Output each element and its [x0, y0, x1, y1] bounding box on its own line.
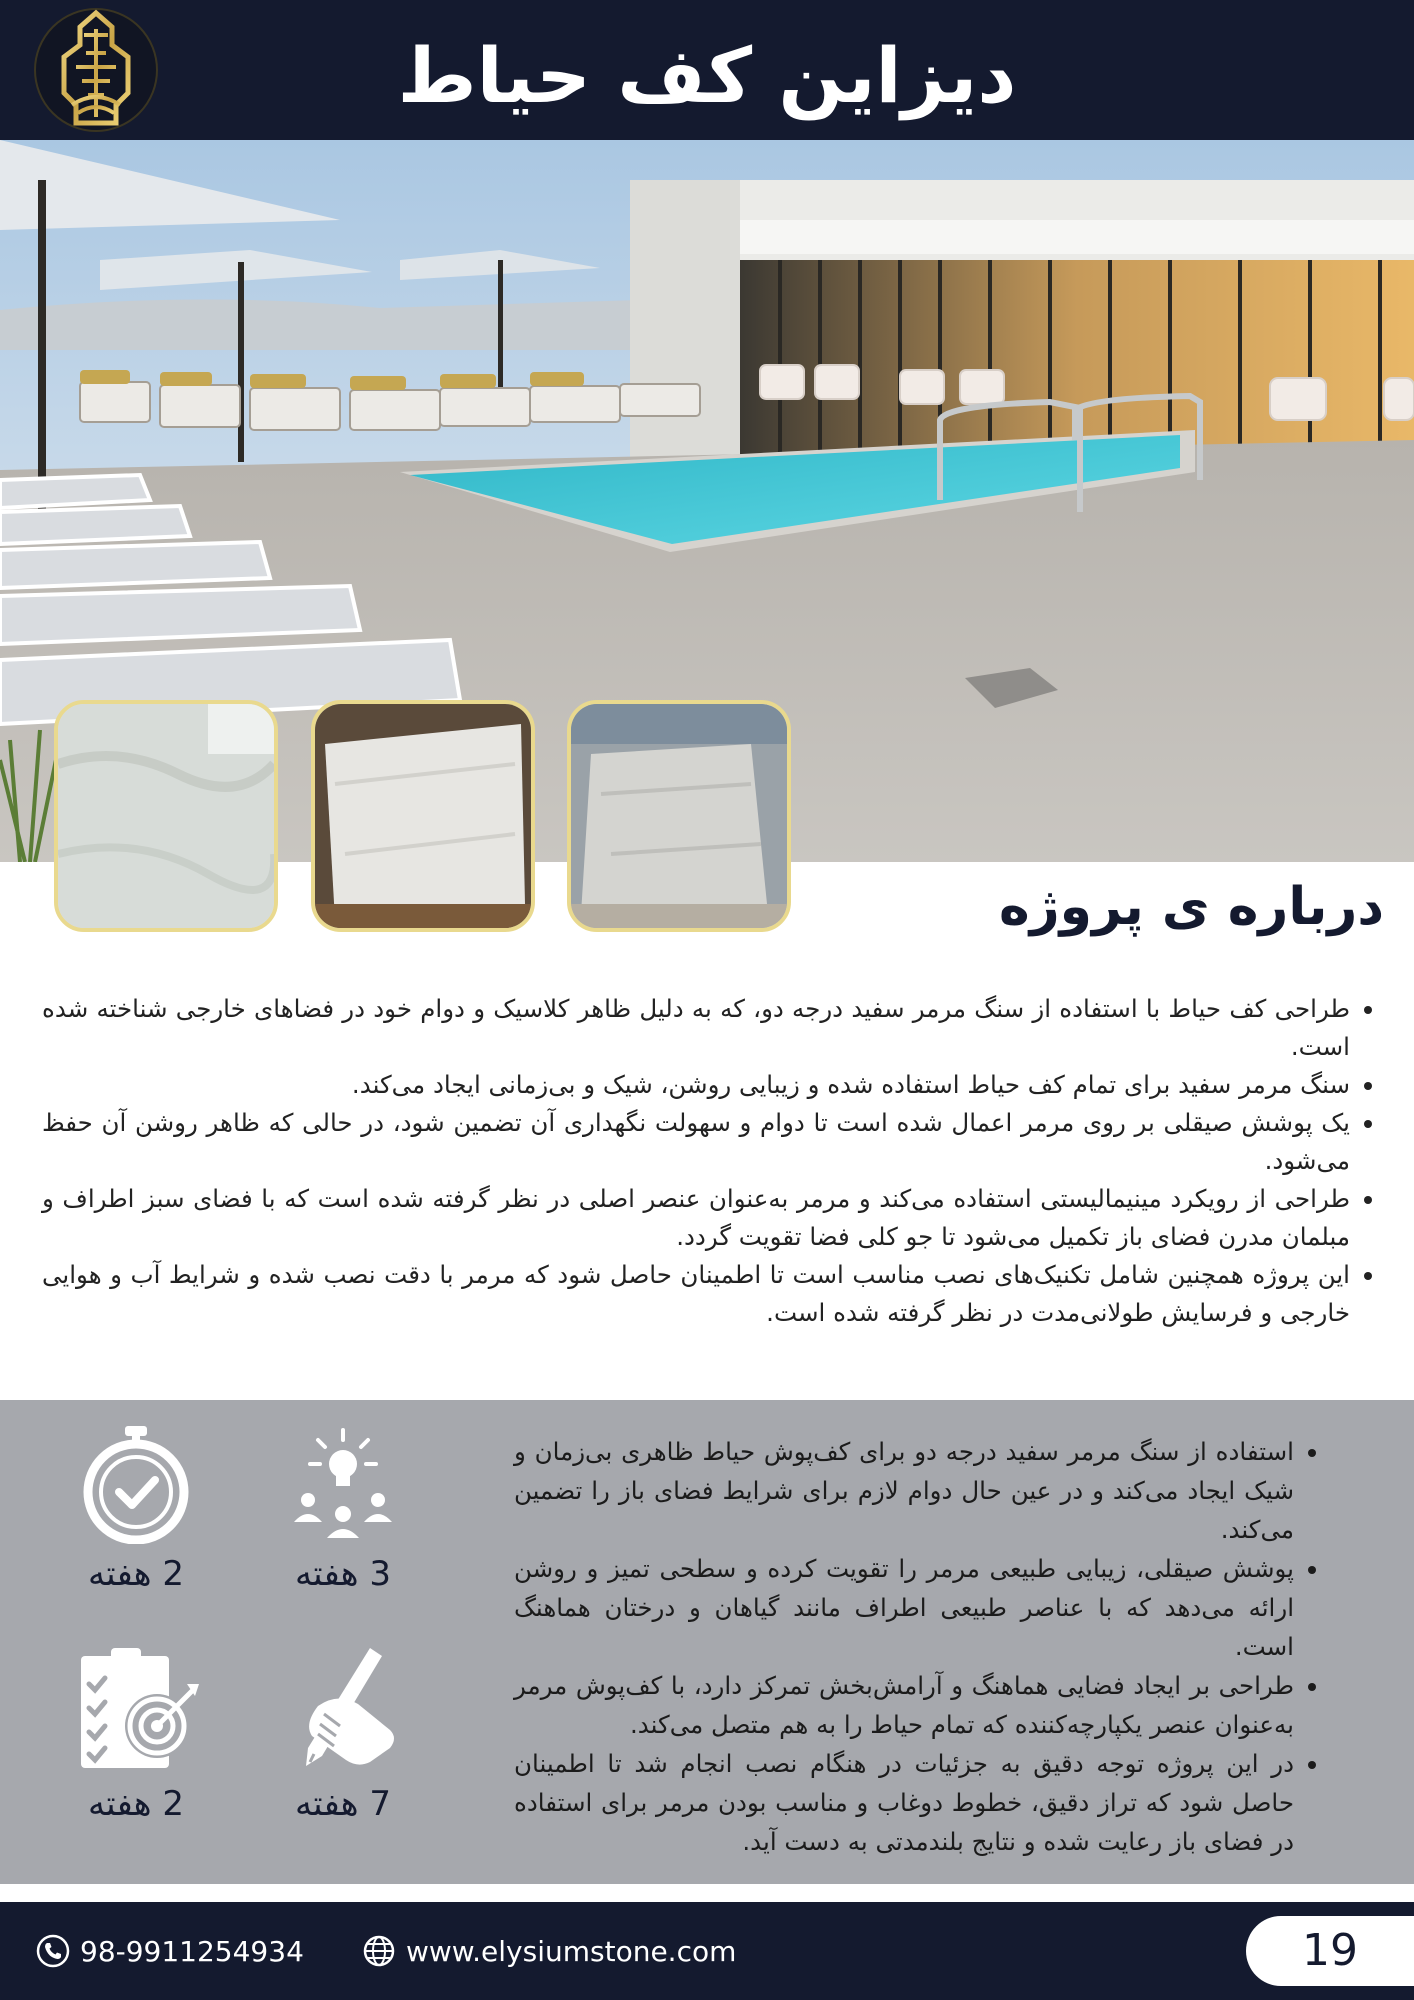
list-item: • طراحی بر ایجاد فضایی هماهنگ و آرامش‌بخش تمرکز دارد، با کف‌پوش مرمر به‌عنوان عنصر یکپارچه‌کننده که تمام حیاط را به هم متصل می‌کند.	[514, 1666, 1294, 1744]
page-number: 19	[1246, 1916, 1414, 1986]
globe-icon	[362, 1934, 396, 1968]
about-bullet-list	[42, 990, 1384, 1332]
about-heading: درباره ی پروژه	[999, 877, 1384, 937]
clipboard-target-icon	[71, 1644, 201, 1774]
list-item: • یک پوشش صیقلی بر روی مرمر اعمال شده است تا دوام و سهولت نگهداری آن تضمین شود، در حالی که ظاهر روشن آن حفظ می‌شود.	[42, 1104, 1350, 1180]
stat-hand-pencil	[253, 1644, 433, 1826]
list-item: • استفاده از سنگ مرمر سفید درجه دو برای کف‌پوش حیاط ظاهری بی‌زمان و شیک ایجاد می‌کند و در عین حال دوام لازم برای شرایط فضای باز را تضمین می‌کند.	[514, 1432, 1294, 1549]
list-item: • این پروژه همچنین شامل تکنیک‌های نصب مناسب است تا اطمینان حاصل شود که مرمر با دقت نصب شده و شرایط آب و هوایی خارجی و فرسایش طولانی‌مدت در نظر گرفته شده است.	[42, 1256, 1350, 1332]
website-url: www.elysiumstone.com	[406, 1934, 737, 1968]
stat-clipboard-target	[46, 1644, 226, 1826]
stat-label: 2 هفته	[87, 1554, 185, 1594]
stat-label: 2 هفته	[87, 1784, 185, 1824]
list-item: • طراحی از رویکرد مینیمالیستی استفاده می‌کند و مرمر به‌عنوان عنصر اصلی در نظر گرفته شده است که با فضای سبز اطراف و مبلمان مدرن فضای باز تکمیل می‌شود تا جو کلی فضا تقویت گردد.	[42, 1180, 1350, 1256]
footer-phone[interactable]	[36, 1928, 304, 1974]
list-item: • پوشش صیقلی، زیبایی طبیعی مرمر را تقویت کرده و سطحی تمیز و روشن ارائه می‌دهد که با عناصر طبیعی اطراف مانند گیاهان و درختان هماهنگ است.	[514, 1549, 1294, 1666]
hand-pencil-icon	[278, 1644, 408, 1774]
page-title: دیزاین کف حیاط	[397, 31, 1017, 120]
stat-idea-team	[253, 1424, 433, 1596]
stopwatch-icon	[81, 1424, 191, 1544]
page-footer	[0, 1902, 1414, 2000]
page-header	[0, 0, 1414, 140]
stat-label: 3 هفته	[294, 1554, 392, 1594]
marble-sample-photo-3	[567, 700, 791, 932]
list-item: • طراحی کف حیاط با استفاده از سنگ مرمر سفید درجه دو، که به دلیل ظاهر کلاسیک و دوام خود در فضاهای خارجی شناخته شده است.	[42, 990, 1350, 1066]
marble-sample-photo-1	[54, 700, 278, 932]
features-bullet-list	[514, 1432, 1328, 1861]
stat-stopwatch	[46, 1424, 226, 1596]
phone-number: 98-9911254934	[80, 1934, 304, 1968]
stat-label: 7 هفته	[294, 1784, 392, 1824]
lightbulb-team-icon	[288, 1424, 398, 1544]
phone-icon	[36, 1934, 70, 1968]
marble-sample-photo-2	[311, 700, 535, 932]
list-item: • در این پروژه توجه دقیق به جزئیات در هنگام نصب انجام شد تا اطمینان حاصل شود که تراز دقیق، خطوط دوغاب و مناسب بودن مرمر برای استفاده در فضای باز رعایت شده و نتایج بلندمدتی به دست آید.	[514, 1744, 1294, 1861]
footer-website[interactable]	[362, 1928, 736, 1974]
list-item: • سنگ مرمر سفید برای تمام کف حیاط استفاده شده و زیبایی روشن، شیک و بی‌زمانی ایجاد می‌کند.	[42, 1066, 1350, 1104]
